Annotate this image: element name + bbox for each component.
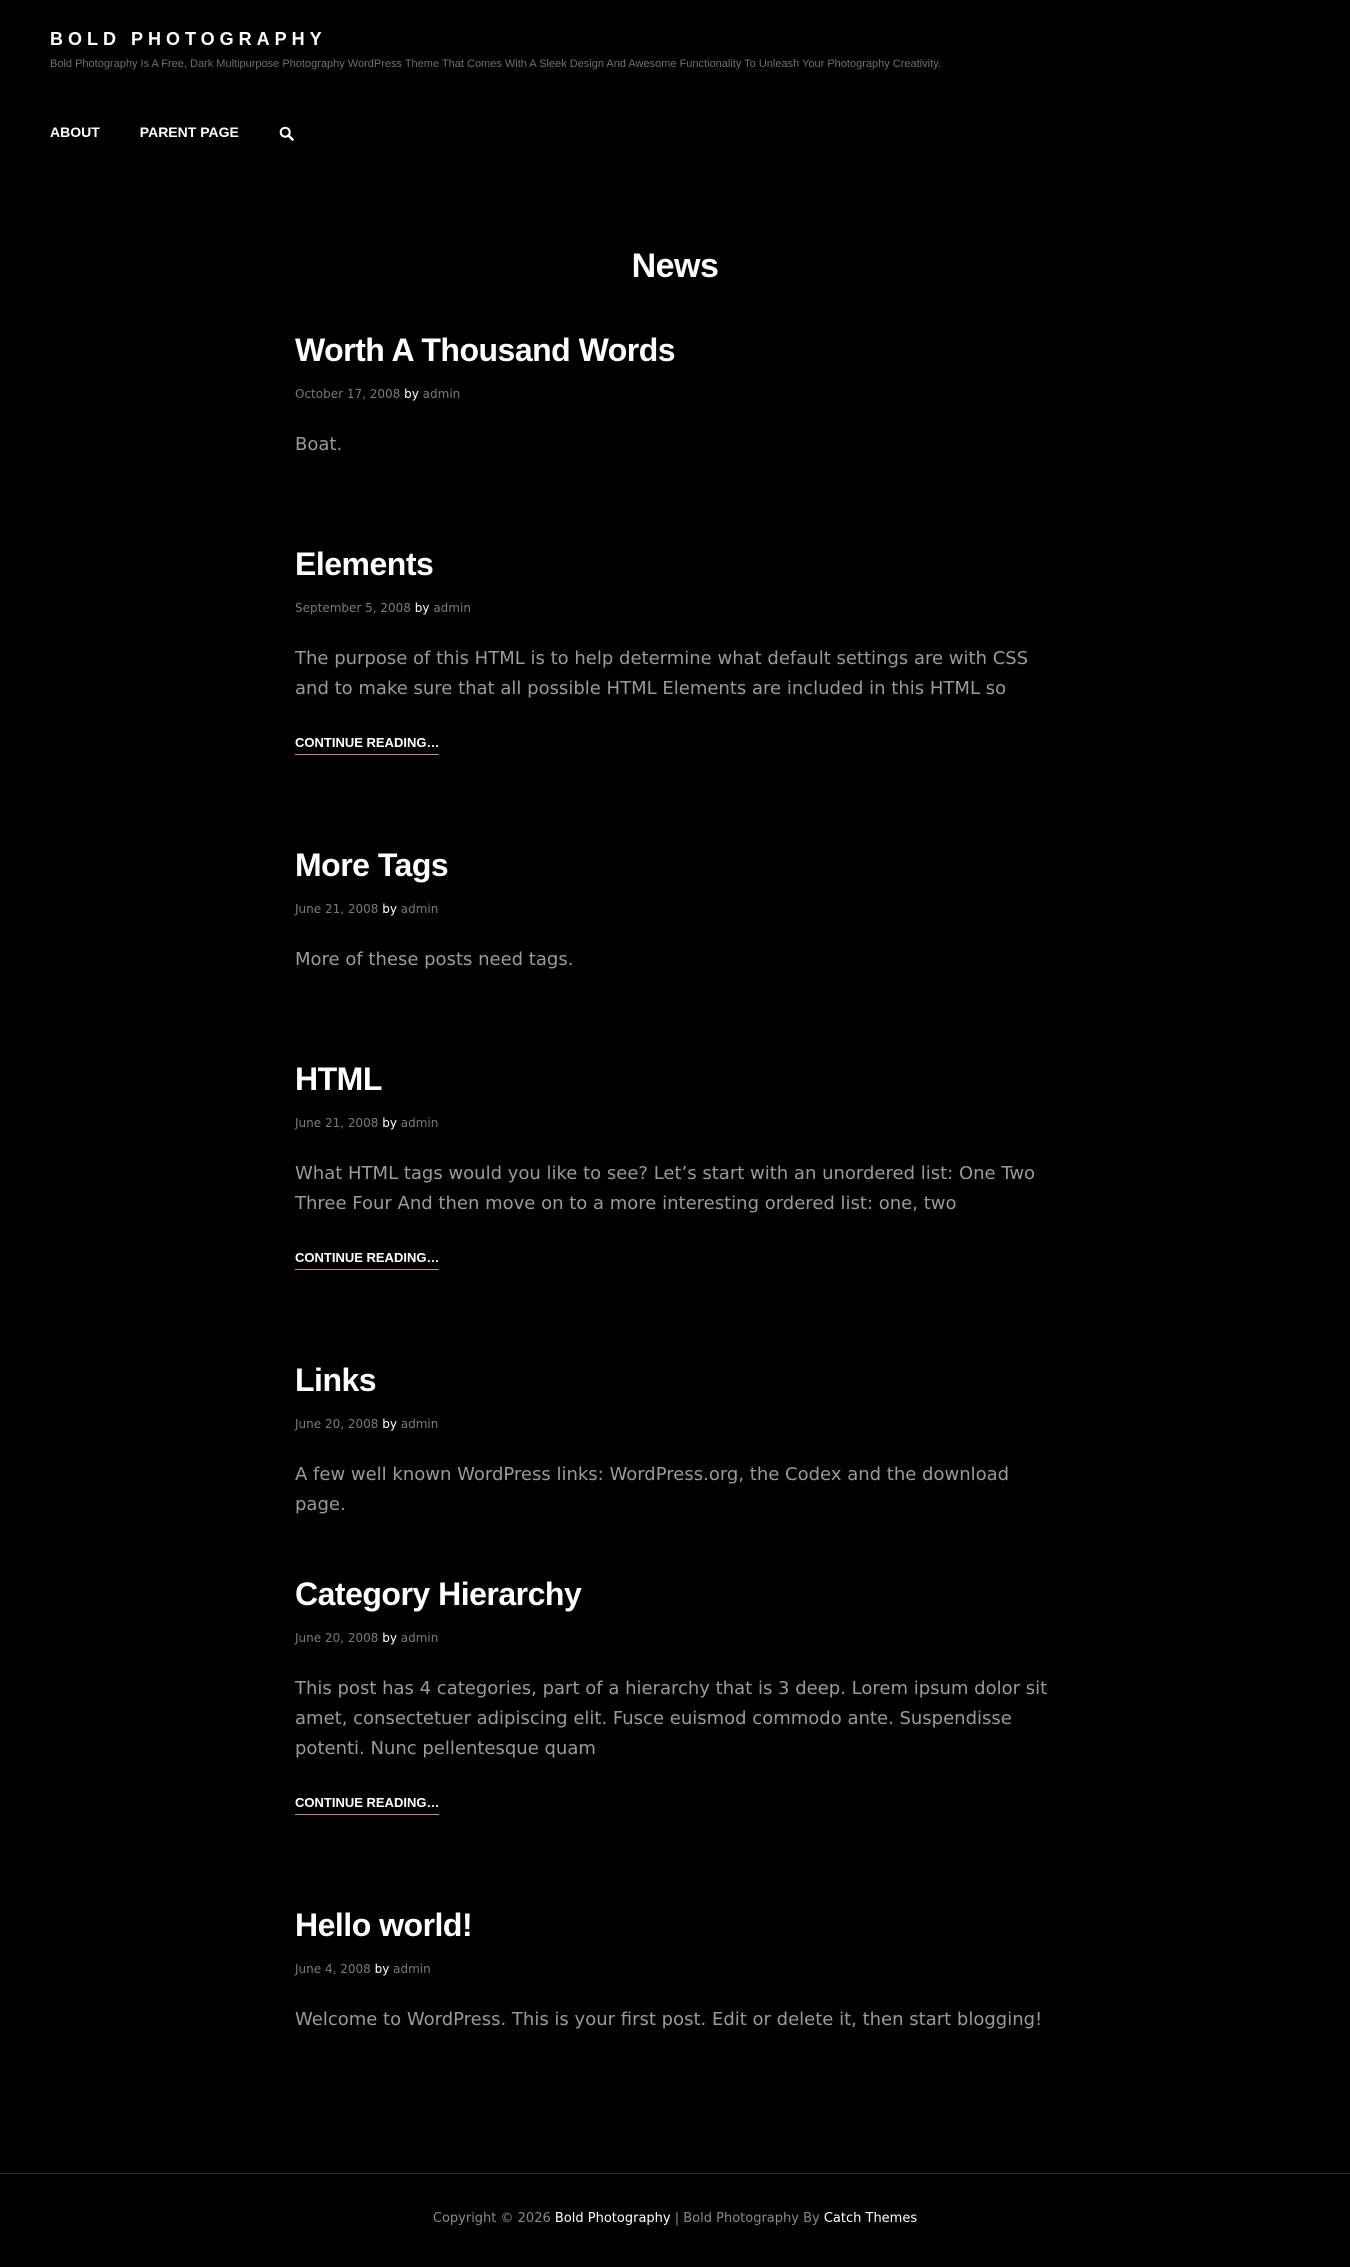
post-excerpt: The purpose of this HTML is to help determine what default settings are with CSS and to make sure that all possible HTML Elements are included in this HTML so (295, 648, 1029, 699)
post-date[interactable]: June 20, 2008 (295, 1417, 379, 1431)
post-meta (295, 1416, 1055, 1432)
post-by: by (414, 601, 430, 615)
post-date[interactable]: June 21, 2008 (295, 902, 379, 916)
post-elements (295, 544, 1055, 755)
footer-site-link[interactable]: Bold Photography (554, 2211, 671, 2226)
post-title[interactable]: Worth A Thousand Words (295, 332, 676, 368)
post-title[interactable]: HTML (295, 1061, 382, 1097)
footer-copyright: Copyright © 2026 (432, 2211, 551, 2226)
post-author[interactable]: admin (400, 1116, 439, 1130)
post-by: by (382, 1631, 397, 1645)
main-navigation (50, 121, 295, 143)
post-author[interactable]: admin (422, 387, 461, 401)
footer-theme-link[interactable]: Catch Themes (823, 2211, 918, 2226)
post-more-tags (295, 845, 1055, 975)
post-meta (295, 1630, 1055, 1646)
continue-reading-link[interactable]: CONTINUE READING… (295, 1794, 439, 1815)
post-meta (295, 901, 1055, 917)
post-excerpt: A few well known WordPress links: WordPress.org, the Codex and the download page. (295, 1464, 1010, 1515)
footer-separator: | Bold Photography By (674, 2211, 820, 2226)
post-by: by (404, 387, 419, 401)
search-icon[interactable] (279, 126, 295, 142)
post-excerpt: Welcome to WordPress. This is your first post. Edit or delete it, then start blogging! (295, 2009, 1043, 2030)
post-meta (295, 1115, 1055, 1131)
post-excerpt: This post has 4 categories, part of a hierarchy that is 3 deep. Lorem ipsum dolor sit amet, consectetuer adipiscing elit. Fusce euismod commodo ante. Suspendisse potenti. Nunc pellentesque quam (295, 1678, 1048, 1759)
post-title[interactable]: Elements (295, 546, 434, 582)
page-title: News (631, 247, 719, 285)
post-by: by (382, 1116, 397, 1130)
post-worth-a-thousand-words (295, 330, 1055, 460)
post-date[interactable]: October 17, 2008 (295, 387, 401, 401)
post-date[interactable]: September 5, 2008 (295, 601, 411, 615)
post-html (295, 1059, 1055, 1270)
post-author[interactable]: admin (400, 1631, 439, 1645)
post-title[interactable]: Links (295, 1362, 377, 1398)
post-title[interactable]: Category Hierarchy (295, 1576, 582, 1612)
site-header (50, 28, 1250, 71)
post-meta (295, 386, 1055, 402)
post-by: by (374, 1962, 390, 1976)
post-category-hierarchy (295, 1574, 1055, 1815)
main-content (295, 240, 1055, 2030)
post-links (295, 1360, 1055, 1520)
site-title[interactable]: BOLD PHOTOGRAPHY (50, 29, 327, 49)
post-date[interactable]: June 21, 2008 (295, 1116, 379, 1130)
post-title[interactable]: More Tags (295, 847, 449, 883)
post-author[interactable]: admin (400, 902, 439, 916)
continue-reading-link[interactable]: CONTINUE READING… (295, 1249, 439, 1270)
post-hello-world (295, 1905, 1055, 2035)
post-meta (295, 1961, 1055, 1977)
post-by: by (382, 902, 397, 916)
nav-item-about[interactable]: ABOUT (50, 124, 100, 140)
site-footer (0, 2173, 1350, 2267)
post-excerpt: Boat. (295, 434, 343, 455)
footer-credits (0, 2210, 1350, 2228)
post-date[interactable]: June 20, 2008 (295, 1631, 379, 1645)
post-by: by (382, 1417, 397, 1431)
post-excerpt: More of these posts need tags. (295, 949, 574, 970)
post-meta (295, 600, 1055, 616)
post-author[interactable]: admin (433, 601, 471, 615)
post-author[interactable]: admin (400, 1417, 439, 1431)
post-excerpt: What HTML tags would you like to see? Let’s start with an unordered list: One Two Three Four And then move on to a more interesting ordered list: one, two (295, 1163, 1036, 1214)
site-description: Bold Photography Is A Free, Dark Multipurpose Photography WordPress Theme That Comes With A Sleek Design And Awesome Functionality To Unleash Your Photography Creativity. (50, 58, 941, 70)
post-date[interactable]: June 4, 2008 (295, 1962, 371, 1976)
continue-reading-link[interactable]: CONTINUE READING… (295, 734, 439, 755)
nav-item-parent-page[interactable]: PARENT PAGE (139, 124, 239, 140)
post-author[interactable]: admin (393, 1962, 431, 1976)
post-title[interactable]: Hello world! (295, 1907, 473, 1943)
